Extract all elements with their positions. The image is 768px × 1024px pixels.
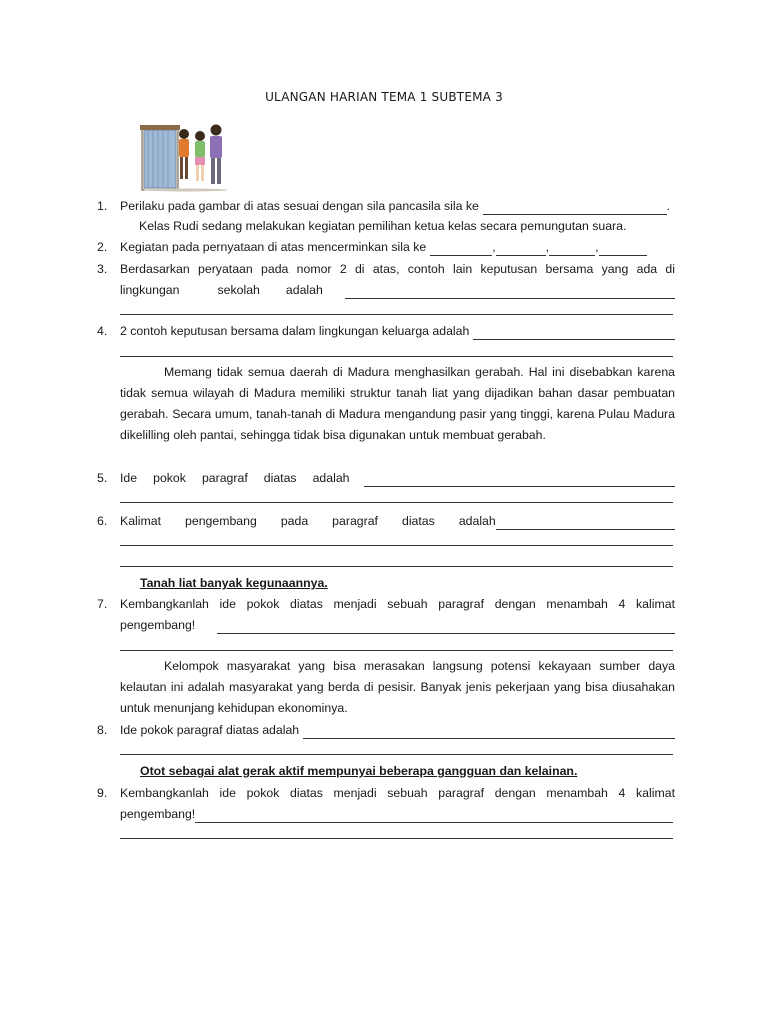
question-8 [120,721,675,739]
word: pokok [153,471,186,485]
answer-blank[interactable] [345,286,675,299]
word: Ide [120,471,138,485]
answer-blank[interactable] [430,244,492,256]
question-number: 2. [97,240,108,254]
word: paragraf [201,471,248,485]
word: adalah [285,283,323,297]
voting-booth-illustration-icon [138,120,230,192]
answer-blank[interactable] [483,202,667,215]
question-number: 5. [97,471,108,485]
word: lingkungan [120,283,180,297]
answer-blank[interactable] [195,810,673,823]
answer-line[interactable] [120,502,673,503]
page-title: ULANGAN HARIAN TEMA 1 SUBTEMA 3 [265,90,503,104]
answer-blank[interactable] [217,621,675,634]
answer-blank[interactable] [496,244,546,256]
reading-passage-1: Memang tidak semua daerah di Madura menghasilkan gerabah. Hal ini disebabkan karena tidak semua wilayah di Madura memiliki struktur tanah liat yang dijadikan bahan dasar pembuatan gerabah. Secara umum, tanah-tanah di Madura mengandung pasir yang tinggi, karena Pulau Madura dikelilling oleh pantai, sehingga tidak bisa digunakan untuk membuat gerabah. [120,365,675,442]
question-1 [120,197,670,215]
answer-blank[interactable] [549,244,595,256]
word: pengembang! [120,807,196,821]
main-idea-end: . [573,764,578,778]
word: adalah [312,471,350,485]
main-idea-text: Otot sebagai alat gerak aktif mempunyai beberapa gangguan dan kelainan [140,764,574,778]
answer-line[interactable] [120,566,673,567]
question-2 [120,238,664,256]
answer-blank[interactable] [599,244,647,256]
question-7-line-2 [120,616,675,634]
question-number: 7. [97,597,108,611]
word: pada [280,514,309,528]
answer-blank[interactable] [496,517,675,530]
word: adalah [458,514,496,528]
question-9-line-1: Kembangkanlah ide pokok diatas menjadi sebuah paragraf dengan menambah 4 kalimat [120,786,675,800]
question-number: 4. [97,324,108,338]
question-4-text: 2 contoh keputusan bersama dalam lingkungan keluarga adalah [120,324,470,338]
question-number: 8. [97,723,108,737]
word: paragraf [332,514,378,528]
question-1-text: Perilaku pada gambar di atas sesuai dengan sila pancasila sila ke [120,199,479,213]
question-9-line-2 [120,805,673,823]
question-3-line-2 [120,281,675,299]
question-number: 1. [97,199,108,213]
question-number: 9. [97,786,108,800]
word: pengembang [185,514,257,528]
answer-line[interactable] [120,754,673,755]
answer-line[interactable] [120,314,673,315]
question-4 [120,322,675,340]
word: Kalimat [120,514,162,528]
main-idea-heading: Tanah liat banyak kegunaannya. [140,576,328,590]
answer-blank[interactable] [303,726,675,739]
answer-line[interactable] [120,838,673,839]
separator: , [545,240,550,254]
question-2-text: Kegiatan pada pernyataan di atas mencerminkan sila ke [120,240,427,254]
question-8-text: Ide pokok paragraf diatas adalah [120,723,300,737]
word: sekolah [217,283,260,297]
reading-passage-2: Kelompok masyarakat yang bisa merasakan langsung potensi kekayaan sumber daya kelautan ini adalah masyarakat yang berda di pesisir. Banyak jenis pekerjaan yang bisa diusahakan untuk menunjang kehidupan ekonominya. [120,659,675,715]
separator: , [595,240,599,254]
word: diatas [401,514,435,528]
question-3-line-1: Berdasarkan peryataan pada nomor 2 di atas, contoh lain keputusan bersama yang ada di [120,262,675,276]
statement: Kelas Rudi sedang melakukan kegiatan pemilihan ketua kelas secara pemungutan suara. [139,219,627,233]
answer-line[interactable] [120,650,673,651]
word: diatas [263,471,297,485]
separator: , [492,240,496,254]
question-number: 3. [97,262,108,276]
answer-line[interactable] [120,545,673,546]
main-idea-heading [140,762,577,780]
answer-blank[interactable] [364,474,675,487]
question-7-line-1: Kembangkanlah ide pokok diatas menjadi sebuah paragraf dengan menambah 4 kalimat [120,597,675,611]
question-number: 6. [97,514,108,528]
question-5 [120,469,675,487]
answer-line[interactable] [120,356,673,357]
question-6 [120,512,675,530]
answer-blank[interactable] [473,327,675,340]
word: pengembang! [120,618,196,632]
question-1-end: . [666,199,670,213]
